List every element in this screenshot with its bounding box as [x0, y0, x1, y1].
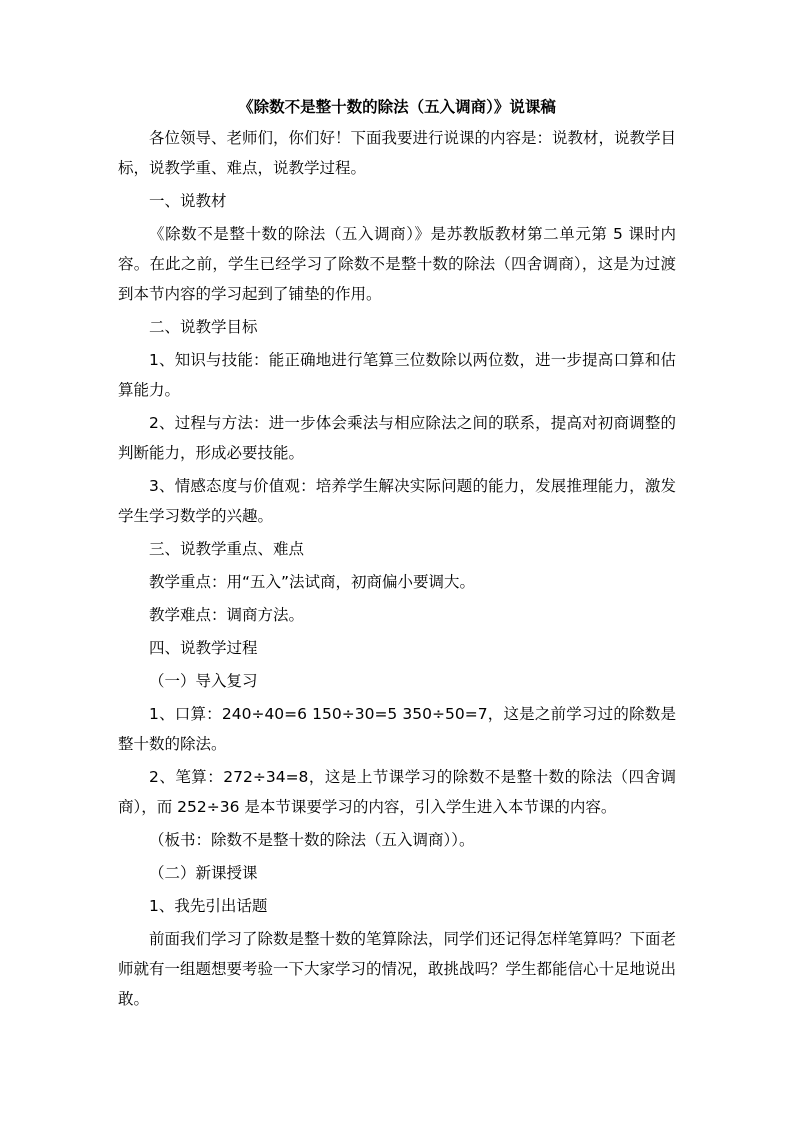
section-heading-textbook: 一、说教材	[149, 192, 227, 210]
section-heading-process: 四、说教学过程	[149, 639, 258, 657]
paragraph-difficulty: 教学难点：调商方法。	[149, 606, 305, 624]
paragraph-greeting: 各位领导、老师们，你们好！下面我要进行说课的内容是：说教材，说教学目标，说教学重、难点，说教学过程。	[118, 129, 677, 177]
document-title: 《除数不是整十数的除法（五入调商）》说课稿	[238, 98, 556, 116]
paragraph-objective-process: 2、过程与方法：进一步体会乘法与相应除法之间的联系，提高对初商调整的判断能力，形成必要技能。	[118, 414, 676, 462]
paragraph-blackboard: （板书：除数不是整十数的除法（五入调商））。	[149, 831, 475, 849]
section-heading-key-points: 三、说教学重点、难点	[149, 540, 305, 558]
paragraph-topic-intro: 1、我先引出话题	[149, 897, 268, 915]
document-page	[118, 96, 676, 1017]
paragraph-objective-attitude: 3、情感态度与价值观：培养学生解决实际问题的能力，发展推理能力，激发学生学习数学的兴趣。	[118, 477, 676, 525]
subheading-new-lesson: （二）新课授课	[149, 864, 258, 882]
paragraph-challenge: 前面我们学习了除数是整十数的笔算除法，同学们还记得怎样笔算吗？下面老师就有一组题想要考验一下大家学习的情况，敢挑战吗？学生都能信心十足地说出敢。	[118, 930, 677, 1008]
paragraph-objective-knowledge: 1、知识与技能：能正确地进行笔算三位数除以两位数，进一步提高口算和估算能力。	[118, 351, 676, 399]
subheading-review: （一）导入复习	[149, 672, 258, 690]
paragraph-written-calculation: 2、笔算：272÷34=8，这是上节课学习的除数不是整十数的除法（四舍调商），而 252÷36 是本节课要学习的内容，引入学生进入本节课的内容。	[118, 768, 676, 816]
paragraph-oral-calculation: 1、口算：240÷40=6 150÷30=5 350÷50=7，这是之前学习过的除数是整十数的除法。	[118, 705, 676, 753]
paragraph-textbook: 《除数不是整十数的除法（五入调商）》是苏教版教材第二单元第 5 课时内容。在此之前，学生已经学习了除数不是整十数的除法（四舍调商），这是为过渡到本节内容的学习起到了铺垫的作用。	[118, 225, 676, 303]
paragraph-key-point: 教学重点：用“五入”法试商，初商偏小要调大。	[149, 573, 476, 591]
section-heading-objectives: 二、说教学目标	[149, 318, 258, 336]
